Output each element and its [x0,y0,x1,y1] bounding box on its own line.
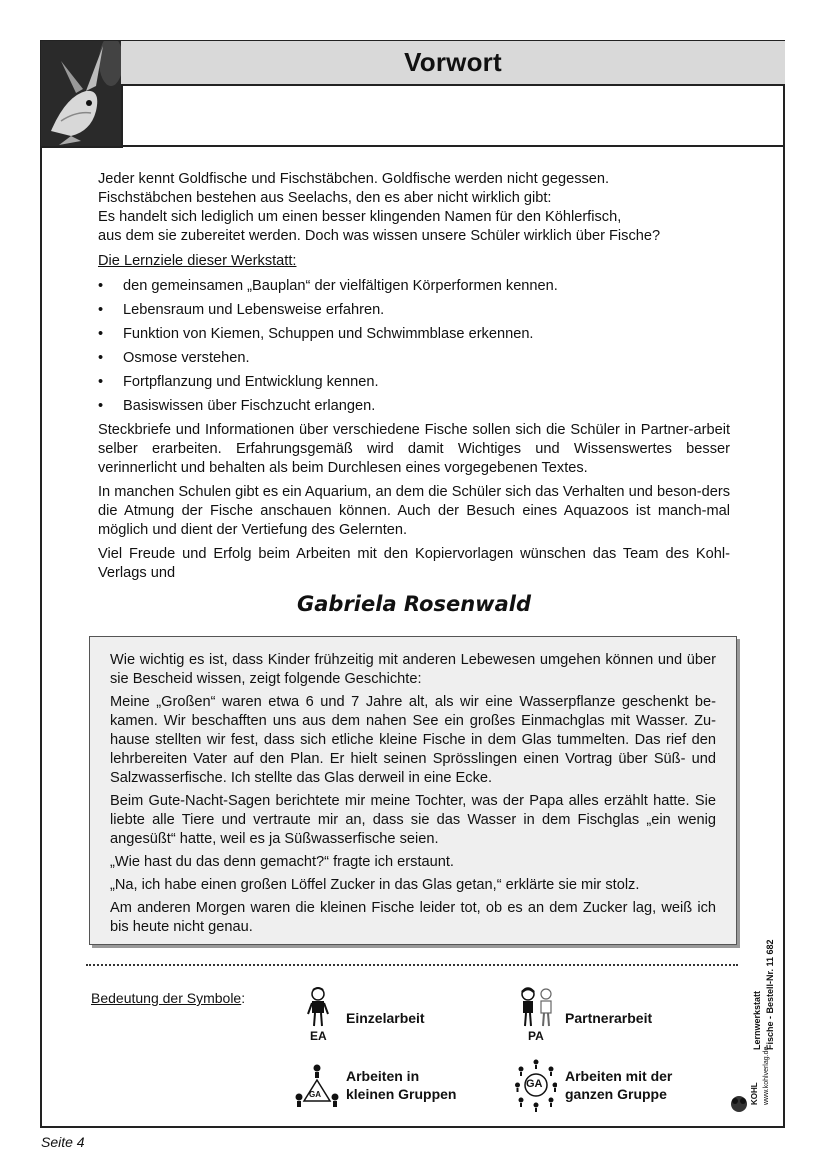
paragraph-aquarium: In manchen Schulen gibt es ein Aquarium, an dem die Schüler sich das Verhalten und beson-ders die Atmung der Fische anschauen können. Auch der Besuch eines Aquazoos ist manch-mal möglich und dient der Vertiefung des Gelernten. [98,484,730,538]
story-paragraph: Beim Gute-Nacht-Sagen berichtete mir meine Tochter, was der Papa alles erzählt hatte. Sie liebte alle Tiere und vertraute mir an, dass sie das Wasser in dem Fischglas „ein wenig angesüßt“ hatte, weil es ja Süßwasserfische seien. [110,793,716,847]
main-content [98,170,730,614]
bullet-icon: • [98,326,104,342]
goal-text: den gemeinsamen „Bauplan“ der vielfältigen Körperformen kennen. [123,278,558,294]
fish-illustration [41,41,121,146]
story-box [89,636,737,945]
ga-all-label-line: ganzen Gruppe [565,1086,667,1102]
pa-label: Partnerarbeit [565,1010,653,1026]
small-group-icon [294,1063,340,1109]
intro-line: Fischstäbchen bestehen aus Seelachs, den es aber nicht wirklich gibt: [98,190,552,206]
goal-item [98,373,730,392]
goal-text: Fortpflanzung und Entwicklung kennen. [123,374,379,390]
page-number: Seite 4 [41,1134,85,1150]
ga-all-label-line: Arbeiten mit der [565,1068,673,1084]
side-info [748,900,784,1120]
goal-item [98,277,730,296]
bullet-icon: • [98,350,104,366]
ga-small-label [346,1067,456,1103]
header-divider [121,145,785,147]
goals-list [98,277,730,416]
side-order-number: Fische - Bestell-Nr. 11 682 [765,939,775,1050]
goal-item [98,397,730,416]
paragraph-partnerarbeit: Steckbriefe und Informationen über verschiedene Fische sollen sich die Schüler in Partner-arbeit selber erarbeiten. Erfahrungsgemäß wird damit Wichtiges und Wissenswertes besser verinnerlicht und behalten als beim Durchlesen eines vorgegebenen Textes. [98,422,730,476]
legend-heading-text: Bedeutung der Symbole [91,990,242,1006]
story-paragraph: „Na, ich habe einen großen Löffel Zucker in das Glas getan,“ erklärte sie mir stolz. [110,877,640,893]
goal-text: Lebensraum und Lebensweise erfahren. [123,302,385,318]
ga-small-label-line: Arbeiten in [346,1068,420,1084]
paragraph-closing: Viel Freude und Erfolg beim Arbeiten mit den Kopiervorlagen wünschen das Team des Kohl-Verlags und [98,546,730,581]
ea-code: EA [310,1029,327,1043]
goal-text: Osmose verstehen. [123,350,250,366]
intro-line: Es handelt sich lediglich um einen besser klingenden Namen für den Köhlerfisch, [98,209,622,225]
publisher-name: KOHL [750,1082,759,1105]
dotted-separator [86,964,738,966]
page-title: Vorwort [404,47,502,77]
goals-heading: Die Lernziele dieser Werkstatt: [98,253,297,269]
ga-all-code: GA [526,1078,543,1090]
partner-icon [518,986,556,1028]
story-paragraph: Am anderen Morgen waren die kleinen Fische leider tot, ob es an dem Zucker lag, weiß ich bis heute nicht genau. [110,900,716,935]
author-signature: Gabriela Rosenwald [297,592,531,616]
goal-item [98,301,730,320]
bullet-icon: • [98,374,104,390]
goal-text: Basiswissen über Fischzucht erlangen. [123,398,376,414]
story-paragraph: Meine „Großen“ waren etwa 6 und 7 Jahre alt, als wir eine Wasserpflanze geschenkt be-kamen. Wir beschafften uns aus dem nahen See ein großes Einmachglas mit Wasser. Zu-hause stellten wir fest, dass sich etliche kleine Fische in dem Glas tummelten. Das rief den lehrbereiten Vater auf den Plan. Er hielt seinen Sprösslingen einen Vortrag über Süß- und Salzwasserfische. Ich stellte das Glas derweil in eine Ecke. [110,694,716,786]
single-person-icon [305,986,331,1028]
side-title: Lernwerkstatt [752,990,762,1050]
intro-block [98,170,730,246]
goal-item [98,349,730,368]
ga-small-label-line: kleinen Gruppen [346,1086,457,1102]
ea-label: Einzelarbeit [346,1010,425,1026]
pa-code: PA [528,1029,544,1043]
story-paragraph: Wie wichtig es ist, dass Kinder frühzeitig mit anderen Lebewesen umgehen können und über sie Bescheid wissen, zeigt folgende Geschichte: [110,652,716,687]
publisher-logo-icon [728,1092,750,1114]
goal-text: Funktion von Kiemen, Schuppen und Schwimmblase erkennen. [123,326,534,342]
goal-item [98,325,730,344]
bullet-icon: • [98,278,104,294]
bullet-icon: • [98,302,104,318]
story-paragraph: „Wie hast du das denn gemacht?“ fragte ich erstaunt. [110,854,454,870]
legend-heading [91,990,245,1006]
publisher-url: www.kohlverlag.de [763,1046,770,1105]
ga-all-label [565,1067,672,1103]
fish-photo-icon [41,41,123,148]
intro-line: aus dem sie zubereitet werden. Doch was wissen unsere Schüler wirklich über Fische? [98,228,661,244]
title-bar [121,41,785,86]
legend-colon: : [241,990,246,1006]
ga-small-code: GA [309,1090,321,1099]
intro-line: Jeder kennt Goldfische und Fischstäbchen. Goldfische werden nicht gegessen. [98,171,610,187]
bullet-icon: • [98,398,104,414]
